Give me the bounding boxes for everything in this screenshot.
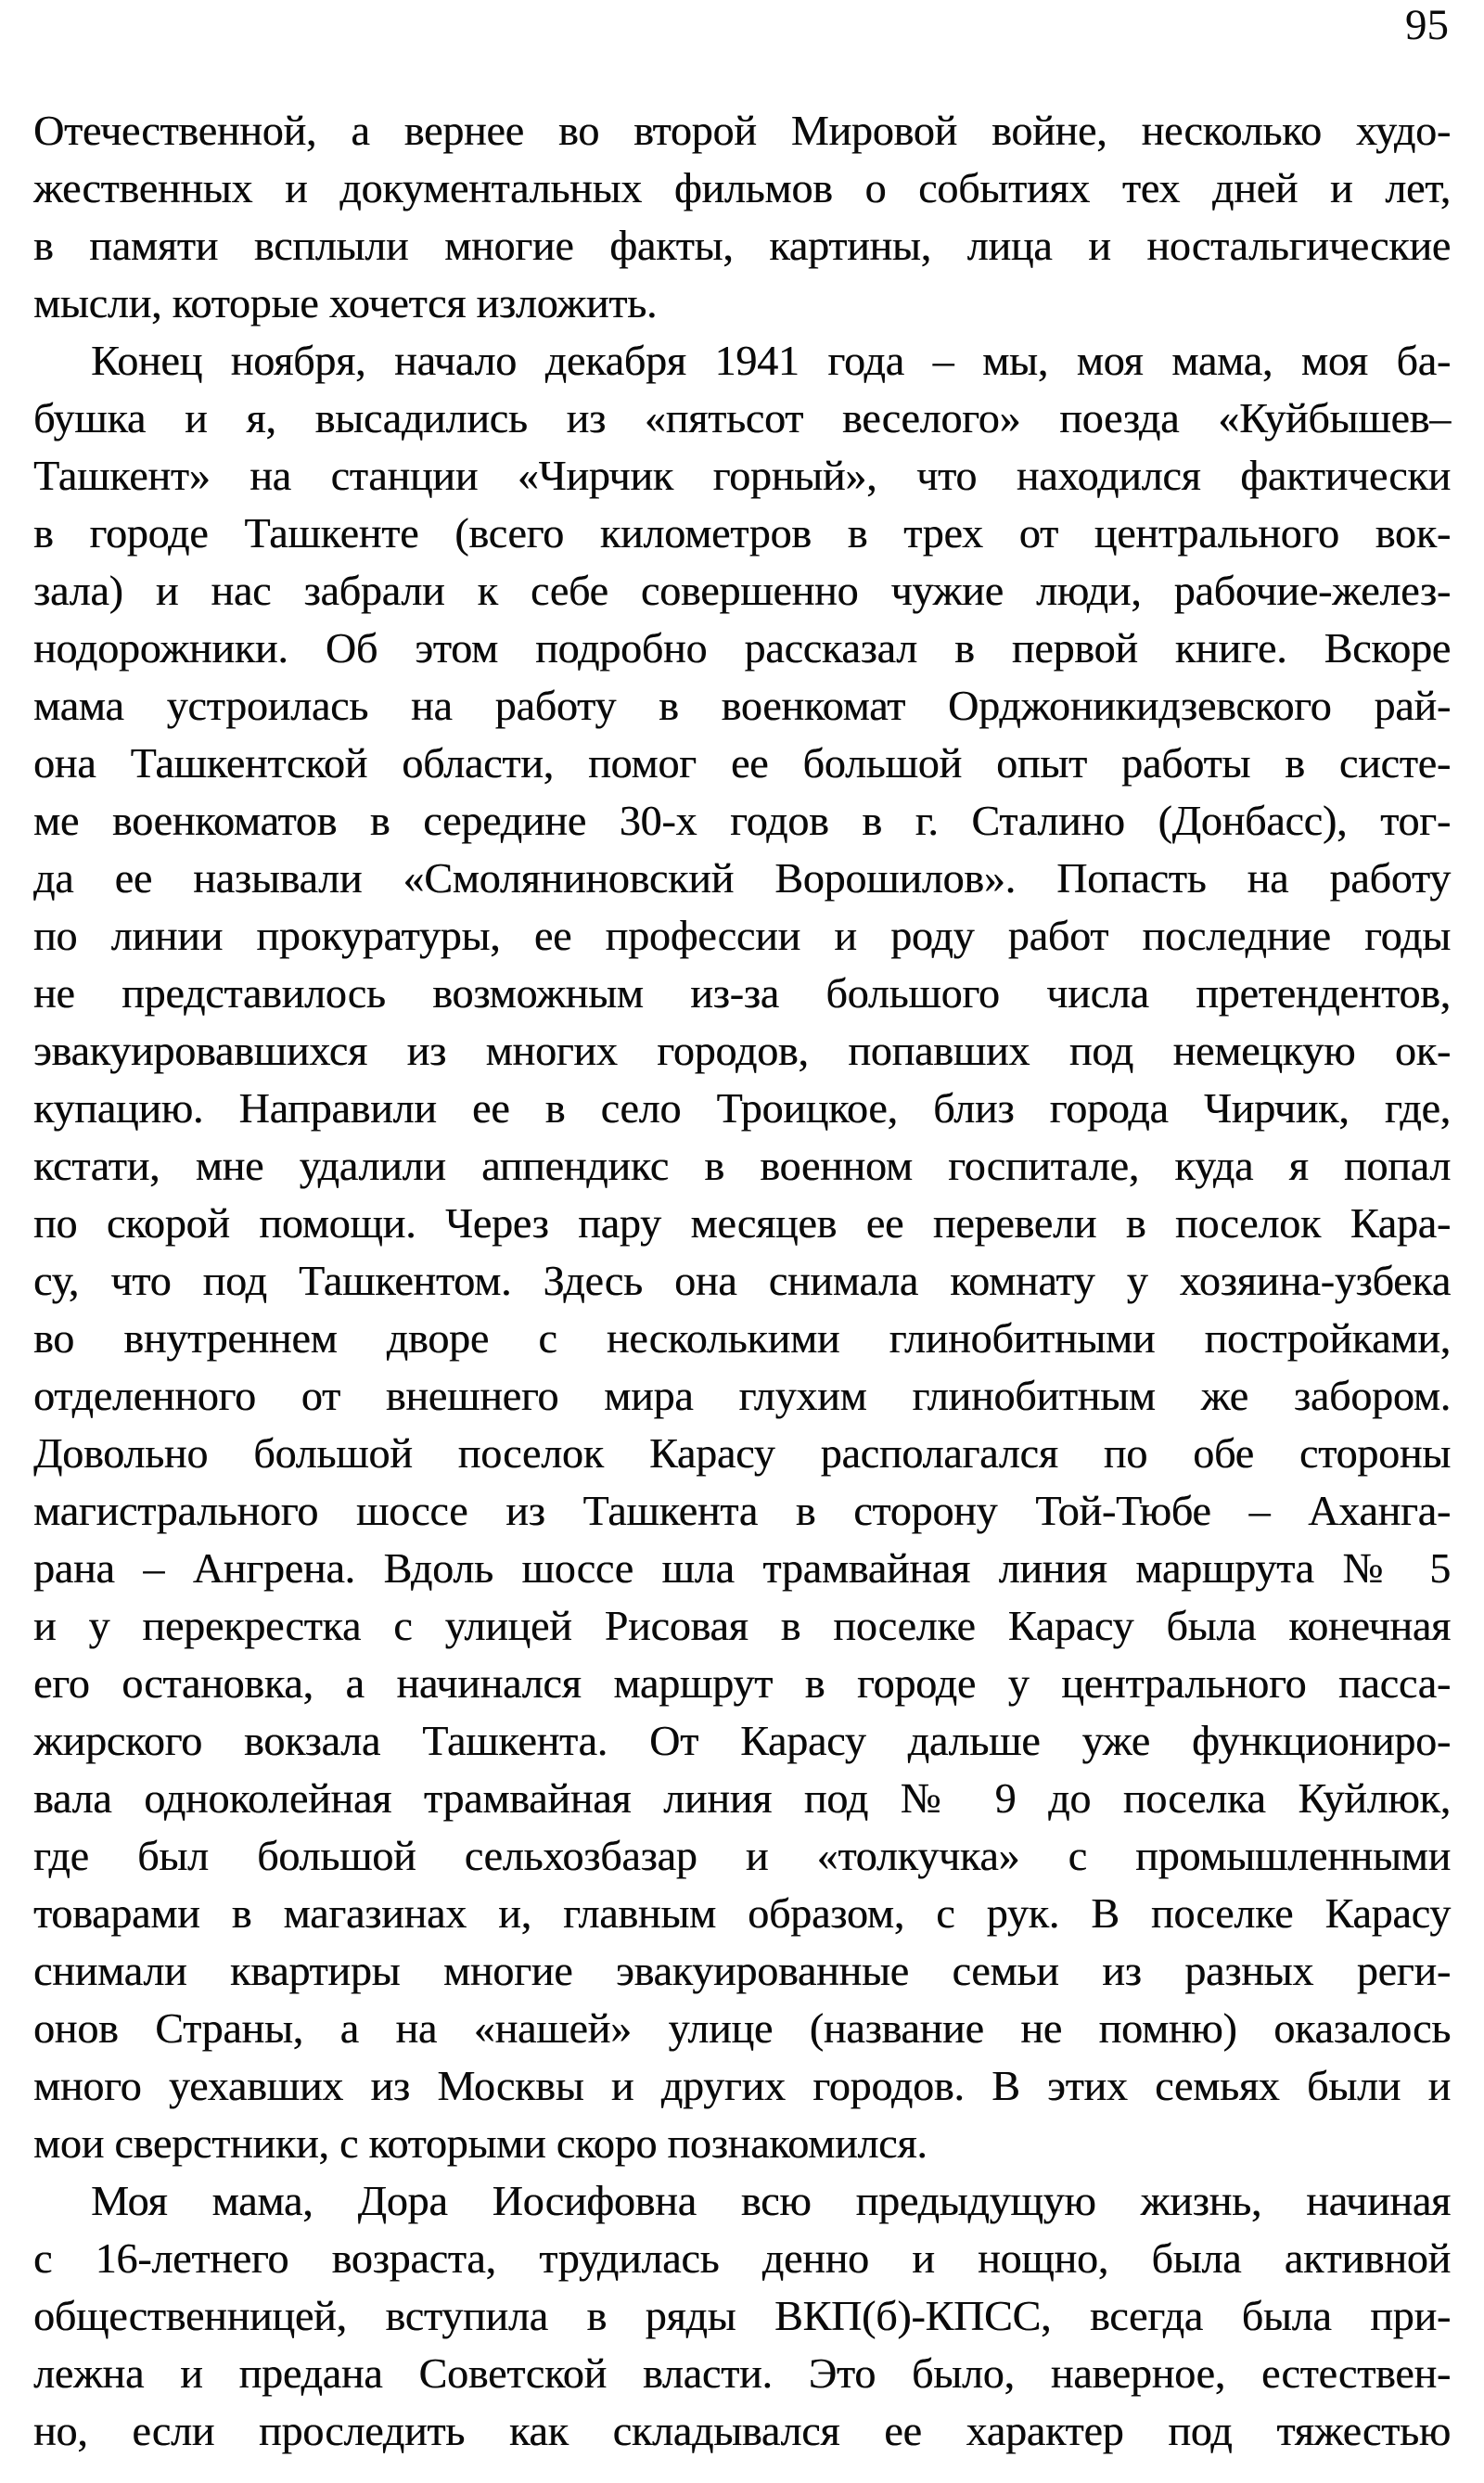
text-line: Довольно большой поселок Карасу располагался по обе стороны xyxy=(33,1429,1451,1477)
text-line: Моя мама, Дора Иосифовна всю предыдущую жизнь, начиная xyxy=(91,2177,1451,2224)
text-line: по линии прокуратуры, ее профессии и роду работ последние годы xyxy=(33,912,1451,959)
text-line: да ее называли «Смоляниновский Ворошилов». Попасть на работу xyxy=(33,854,1451,902)
text-line: где был большой сельхозбазар и «толкучка» с промышленными xyxy=(33,1832,1451,1879)
text-block xyxy=(33,102,1451,2460)
text-line: ме военкоматов в середине 30-х годов в г. Сталино (Донбасс), тог- xyxy=(33,797,1451,844)
text-line: с 16-летнего возраста, трудилась денно и нощно, была активной xyxy=(33,2234,1451,2282)
text-line: снимали квартиры многие эвакуированные семьи из разных реги- xyxy=(33,1947,1451,1994)
page-number: 95 xyxy=(1405,1,1449,49)
text-line: во внутреннем дворе с несколькими глинобитными постройками, xyxy=(33,1314,1451,1362)
text-line: Отечественной, а вернее во второй Мировой войне, несколько худо- xyxy=(33,107,1451,154)
text-line: рана – Ангрена. Вдоль шоссе шла трамвайная линия маршрута № 5 xyxy=(33,1544,1451,1592)
text-line: мама устроилась на работу в военкомат Орджоникидзевского рай- xyxy=(33,682,1451,729)
text-line: жественных и документальных фильмов о событиях тех дней и лет, xyxy=(33,164,1451,211)
text-line: жирского вокзала Ташкента. От Карасу дальше уже функциониро- xyxy=(33,1717,1451,1764)
text-line: его остановка, а начинался маршрут в городе у центрального пасса- xyxy=(33,1659,1451,1707)
text-line: мысли, которые хочется изложить. xyxy=(33,279,658,326)
text-line: но, если проследить как складывался ее характер под тяжестью xyxy=(33,2407,1451,2454)
text-line: по скорой помощи. Через пару месяцев ее перевели в поселок Кара- xyxy=(33,1199,1451,1247)
text-line: в городе Ташкенте (всего километров в трех от центрального вок- xyxy=(33,509,1451,557)
text-line: кстати, мне удалили аппендикс в военном госпитале, куда я попал xyxy=(33,1142,1451,1189)
text-line: нодорожники. Об этом подробно рассказал в первой книге. Вскоре xyxy=(33,624,1451,672)
text-line: магистрального шоссе из Ташкента в сторону Той-Тюбе – Аханга- xyxy=(33,1487,1451,1534)
text-line: Конец ноября, начало декабря 1941 года – мы, моя мама, моя ба- xyxy=(91,337,1451,384)
text-line: бушка и я, высадились из «пятьсот веселого» поезда «Куйбышев– xyxy=(33,394,1451,442)
text-line: лежна и предана Советской власти. Это было, наверное, естествен- xyxy=(33,2349,1451,2397)
text-line: общественницей, вступила в ряды ВКП(б)-КПСС, всегда была при- xyxy=(33,2292,1451,2339)
text-line: вала одноколейная трамвайная линия под № 9 до поселка Куйлюк, xyxy=(33,1774,1451,1822)
text-line: онов Страны, а на «нашей» улице (название не помню) оказалось xyxy=(33,2004,1451,2052)
paragraph xyxy=(33,332,1451,2172)
text-line: су, что под Ташкентом. Здесь она снимала комнату у хозяина-узбека xyxy=(33,1257,1451,1304)
text-line: эвакуировавшихся из многих городов, попавших под немецкую ок- xyxy=(33,1027,1451,1074)
paragraph xyxy=(33,102,1451,332)
text-line: много уехавших из Москвы и других городов. В этих семьях были и xyxy=(33,2062,1451,2109)
text-line: не представилось возможным из-за большого числа претендентов, xyxy=(33,969,1451,1017)
text-line: купацию. Направили ее в село Троицкое, близ города Чирчик, где, xyxy=(33,1084,1451,1132)
text-line: в памяти всплыли многие факты, картины, лица и ностальгические xyxy=(33,222,1451,269)
text-line: и у перекрестка с улицей Рисовая в поселке Карасу была конечная xyxy=(33,1602,1451,1649)
text-line: зала) и нас забрали к себе совершенно чужие люди, рабочие-желез- xyxy=(33,567,1451,614)
text-line: мои сверстники, с которыми скоро познакомился. xyxy=(33,2119,928,2167)
paragraph xyxy=(33,2172,1451,2460)
text-line: товарами в магазинах и, главным образом, с рук. В поселке Карасу xyxy=(33,1889,1451,1937)
text-line: Ташкент» на станции «Чирчик горный», что находился фактически xyxy=(33,452,1451,499)
text-line: она Ташкентской области, помог ее большой опыт работы в систе- xyxy=(33,739,1451,787)
text-line: отделенного от внешнего мира глухим глинобитным же забором. xyxy=(33,1372,1451,1419)
